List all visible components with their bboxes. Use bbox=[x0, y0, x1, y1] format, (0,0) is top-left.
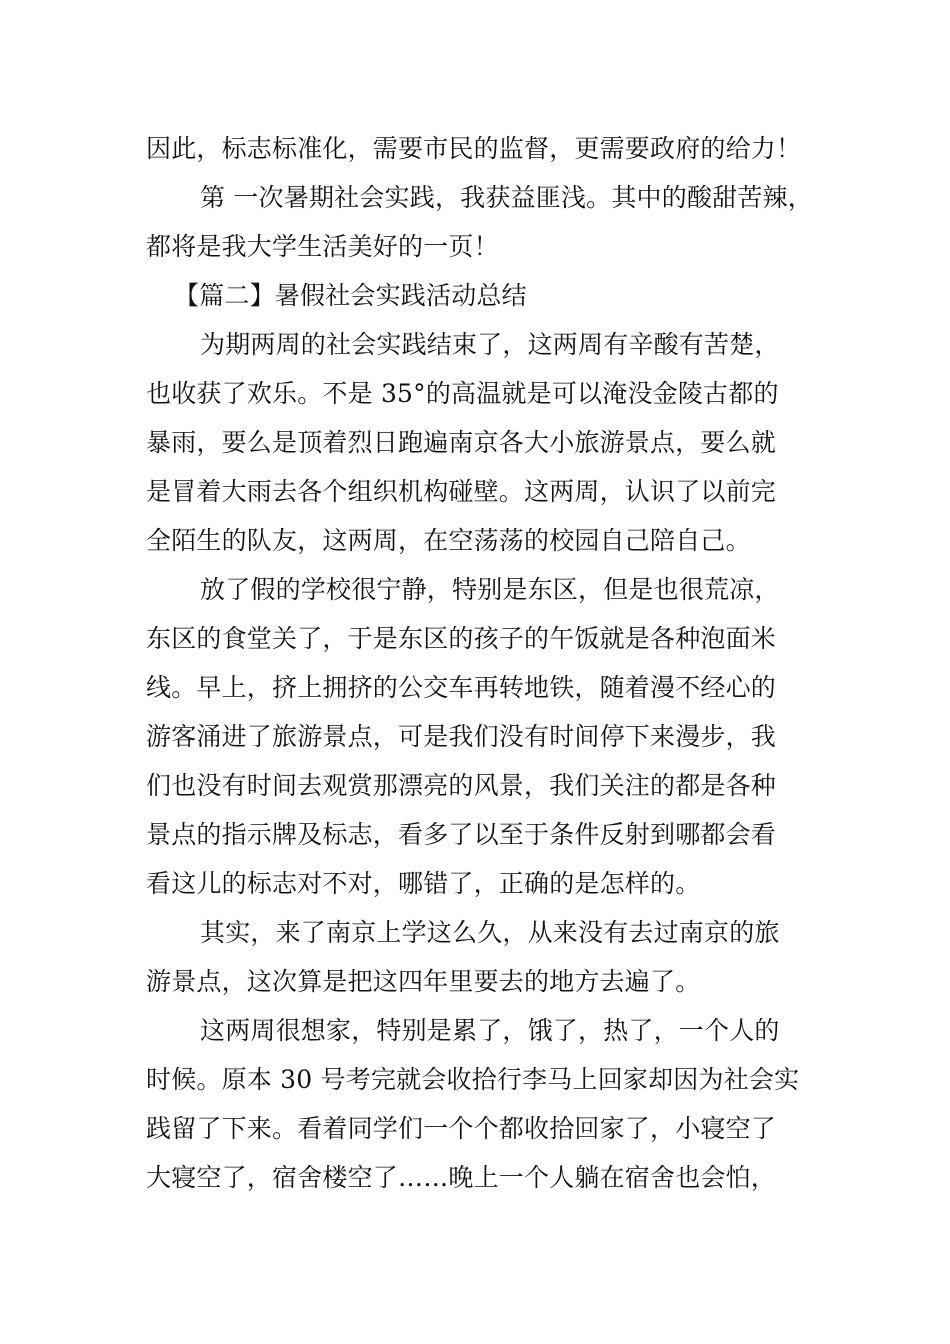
text-line: 全陌生的队友，这两周，在空荡荡的校园自己陪自己。 bbox=[146, 526, 751, 555]
text-line: 时候。原本 30 号考完就会收拾行李马上回家却因为社会实 bbox=[146, 1065, 800, 1094]
text-line: 暴雨，要么是顶着烈日跑遍南京各大小旅游景点，要么就 bbox=[146, 428, 777, 457]
text-line: 东区的食堂关了，于是东区的孩子的午饭就是各种泡面米 bbox=[146, 624, 777, 653]
text-line: 也收获了欢乐。不是 35°的高温就是可以淹没金陵古都的 bbox=[146, 379, 779, 408]
text-line: 这两周很想家，特别是累了，饿了，热了，一个人的 bbox=[200, 1016, 780, 1045]
text-line: 为期两周的社会实践结束了，这两周有辛酸有苦楚， bbox=[200, 330, 780, 359]
text-line: 看这儿的标志对不对，哪错了，正确的是怎样的。 bbox=[146, 869, 701, 898]
text-line: 景点的指示牌及标志，看多了以至于条件反射到哪都会看 bbox=[146, 820, 777, 849]
text-line: 践留了下来。看着同学们一个个都收拾回家了，小寝空了 bbox=[146, 1114, 777, 1143]
text-line: 第 一次暑期社会实践，我获益匪浅。其中的酸甜苦辣， bbox=[200, 183, 813, 212]
text-line: 游客涌进了旅游景点，可是我们没有时间停下来漫步，我 bbox=[146, 722, 777, 751]
section-heading: 【篇二】暑假社会实践活动总结 bbox=[174, 281, 527, 310]
text-line: 放了假的学校很宁静，特别是东区，但是也很荒凉， bbox=[200, 575, 780, 604]
text-line: 游景点，这次算是把这四年里要去的地方去遍了。 bbox=[146, 967, 701, 996]
text-line: 都将是我大学生活美好的一页！ bbox=[146, 232, 499, 261]
text-line: 其实，来了南京上学这么久，从来没有去过南京的旅 bbox=[200, 918, 780, 947]
text-line: 线。早上，挤上拥挤的公交车再转地铁，随着漫不经心的 bbox=[146, 673, 777, 702]
document-body bbox=[146, 124, 811, 1202]
text-line: 们也没有时间去观赏那漂亮的风景，我们关注的都是各种 bbox=[146, 771, 777, 800]
text-line: 大寝空了，宿舍楼空了……晚上一个人躺在宿舍也会怕， bbox=[146, 1163, 777, 1192]
text-line: 因此，标志标准化，需要市民的监督，更需要政府的给力！ bbox=[146, 134, 802, 163]
text-line: 是冒着大雨去各个组织机构碰壁。这两周，认识了以前完 bbox=[146, 477, 777, 506]
